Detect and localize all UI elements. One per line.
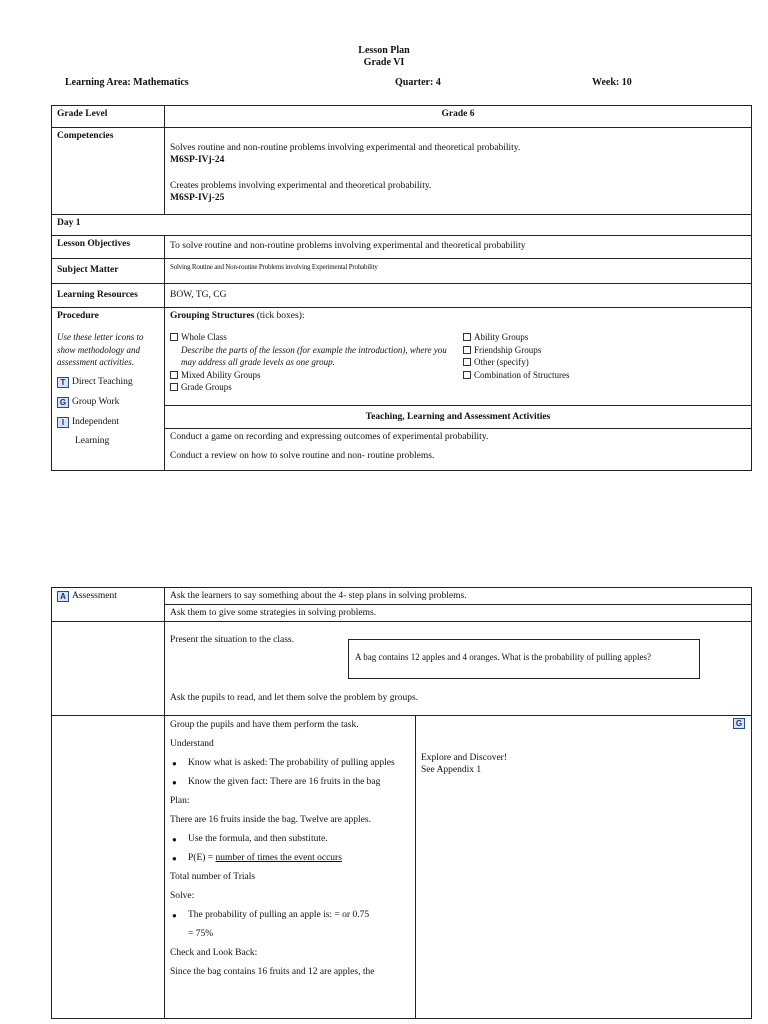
independent-learning-label-2: Learning [75, 435, 110, 446]
friendship-groups-option[interactable] [463, 344, 570, 357]
solve-line-2: = 75% [188, 929, 214, 939]
assess-2: Ask them to give some strategies in solving problems. [170, 608, 377, 618]
mixed-ability-label: Mixed Ability Groups [181, 369, 261, 380]
competencies-label: Competencies [52, 128, 165, 215]
competency-2: Creates problems involving experimental and theoretical probability. [170, 181, 432, 191]
group-work-icon-2: G [733, 718, 745, 729]
grouping-cell [165, 308, 752, 406]
grade-groups-option[interactable] [170, 381, 463, 394]
subject-label: Subject Matter [52, 259, 165, 284]
competency-1: Solves routine and non-routine problems involving experimental and theoretical probability. [170, 143, 521, 153]
grade-groups-checkbox[interactable] [170, 383, 178, 391]
since-text: Since the bag contains 16 fruits and 12 are apples, the [170, 967, 375, 977]
assessment-cell [165, 588, 752, 622]
competency-1-code: M6SP-IVj-24 [170, 155, 225, 165]
independent-learning-label: Independent [72, 416, 119, 427]
activity-1: Conduct a game on recording and expressing outcomes of experimental probability. [170, 432, 489, 442]
other-option[interactable] [463, 356, 570, 369]
independent-learning-item [57, 416, 159, 428]
activity-2: Conduct a review on how to solve routine and non- routine problems. [170, 451, 435, 461]
whole-class-description: Describe the parts of the lesson (for example the introduction), where you may address all grade levels as one group. [181, 344, 447, 367]
lesson-plan-table [51, 105, 752, 471]
ability-groups-label: Ability Groups [474, 332, 529, 342]
explore-cell [416, 716, 752, 1019]
solution-cell [165, 716, 416, 1019]
solve-line-1: ● The probability of pulling an apple is: = or 0.75 [170, 906, 410, 925]
activities-cell [165, 429, 752, 471]
group-work-item [57, 396, 159, 408]
direct-teaching-item [57, 376, 159, 388]
friendship-groups-label: Friendship Groups [474, 344, 542, 355]
objectives-value: To solve routine and non-routine problems involving experimental and theoretical probability [165, 236, 752, 259]
know-fact-item: ● Know the given fact: There are 16 fruits in the bag [170, 773, 410, 792]
plan-text: There are 16 fruits inside the bag. Twelve are apples. [170, 815, 371, 825]
know-asked-item: ● Know what is asked: The probability of pulling apples [170, 754, 410, 773]
procedure-cell [52, 308, 165, 471]
pe-prefix: P(E) = [188, 853, 216, 863]
procedure-note: Use these letter icons to show methodology and assessment activities. [57, 332, 144, 367]
mixed-ability-checkbox[interactable] [170, 371, 178, 379]
ask-read-text: Ask the pupils to read, and let them solve the problem by groups. [170, 693, 419, 703]
pe-numerator: number of times the event occurs [215, 853, 342, 863]
resources-label: Learning Resources [52, 284, 165, 308]
ability-groups-checkbox[interactable] [463, 333, 471, 341]
combination-option[interactable] [463, 369, 570, 382]
friendship-groups-checkbox[interactable] [463, 346, 471, 354]
assess-1: Ask the learners to say something about the 4- step plans in solving problems. [165, 588, 751, 605]
problem-box: A bag contains 12 apples and 4 oranges. What is the probability of pulling apples? [348, 639, 700, 679]
grade-level-label: Grade Level [52, 106, 165, 128]
lesson-plan-table-continued [51, 587, 752, 1019]
day-label: Day 1 [52, 215, 752, 236]
ability-groups-option[interactable] [463, 331, 570, 344]
group-task-text: Group the pupils and have them perform the task. [170, 720, 359, 730]
grouping-title: Grouping Structures [170, 311, 255, 321]
other-label: Other (specify) [474, 357, 529, 367]
tla-title: Teaching, Learning and Assessment Activities [165, 406, 752, 429]
learning-area: Learning Area: Mathematics [65, 77, 189, 88]
assessment-label-cell [52, 588, 165, 622]
blank-cell-1 [52, 622, 165, 716]
resources-value: BOW, TG, CG [165, 284, 752, 308]
combination-checkbox[interactable] [463, 371, 471, 379]
use-formula-item: ● Use the formula, and then substitute. [170, 830, 410, 849]
direct-teaching-icon: T [57, 377, 69, 388]
direct-teaching-label: Direct Teaching [72, 376, 133, 387]
check-heading: Check and Look Back: [170, 948, 258, 958]
page-title: Lesson Plan [358, 45, 410, 56]
objectives-label: Lesson Objectives [52, 236, 165, 259]
grade-heading: Grade VI [363, 57, 405, 68]
subject-value: Solving Routine and Non-routine Problems involving Experimental Probability [165, 259, 752, 284]
group-work-icon: G [57, 397, 69, 408]
whole-class-option[interactable] [170, 331, 463, 344]
group-work-label: Group Work [72, 396, 120, 407]
competency-2-code: M6SP-IVj-25 [170, 193, 225, 203]
assessment-label: Assessment [72, 591, 117, 601]
appendix-text: See Appendix 1 [421, 765, 482, 775]
whole-class-label: Whole Class [181, 332, 227, 342]
competencies-cell [165, 128, 752, 215]
understand-heading: Understand [170, 739, 214, 749]
grouping-suffix: (tick boxes): [254, 311, 305, 321]
whole-class-checkbox[interactable] [170, 333, 178, 341]
blank-cell-2 [52, 716, 165, 1019]
explore-text: Explore and Discover! [421, 753, 507, 763]
grade-groups-label: Grade Groups [181, 382, 232, 392]
procedure-label: Procedure [57, 311, 99, 321]
solve-heading: Solve: [170, 891, 195, 901]
independent-learning-icon: I [57, 417, 69, 428]
quarter: Quarter: 4 [395, 77, 441, 88]
grade-level-value: Grade 6 [165, 106, 752, 128]
other-checkbox[interactable] [463, 358, 471, 366]
mixed-ability-option[interactable] [170, 369, 463, 382]
situation-cell [165, 622, 752, 716]
pe-denominator: Total number of Trials [170, 872, 256, 882]
combination-label: Combination of Structures [474, 369, 570, 380]
formula-item [170, 849, 410, 868]
assessment-icon: A [57, 591, 69, 602]
week: Week: 10 [592, 77, 632, 88]
present-text: Present the situation to the class. [170, 635, 295, 645]
plan-heading: Plan: [170, 796, 190, 806]
